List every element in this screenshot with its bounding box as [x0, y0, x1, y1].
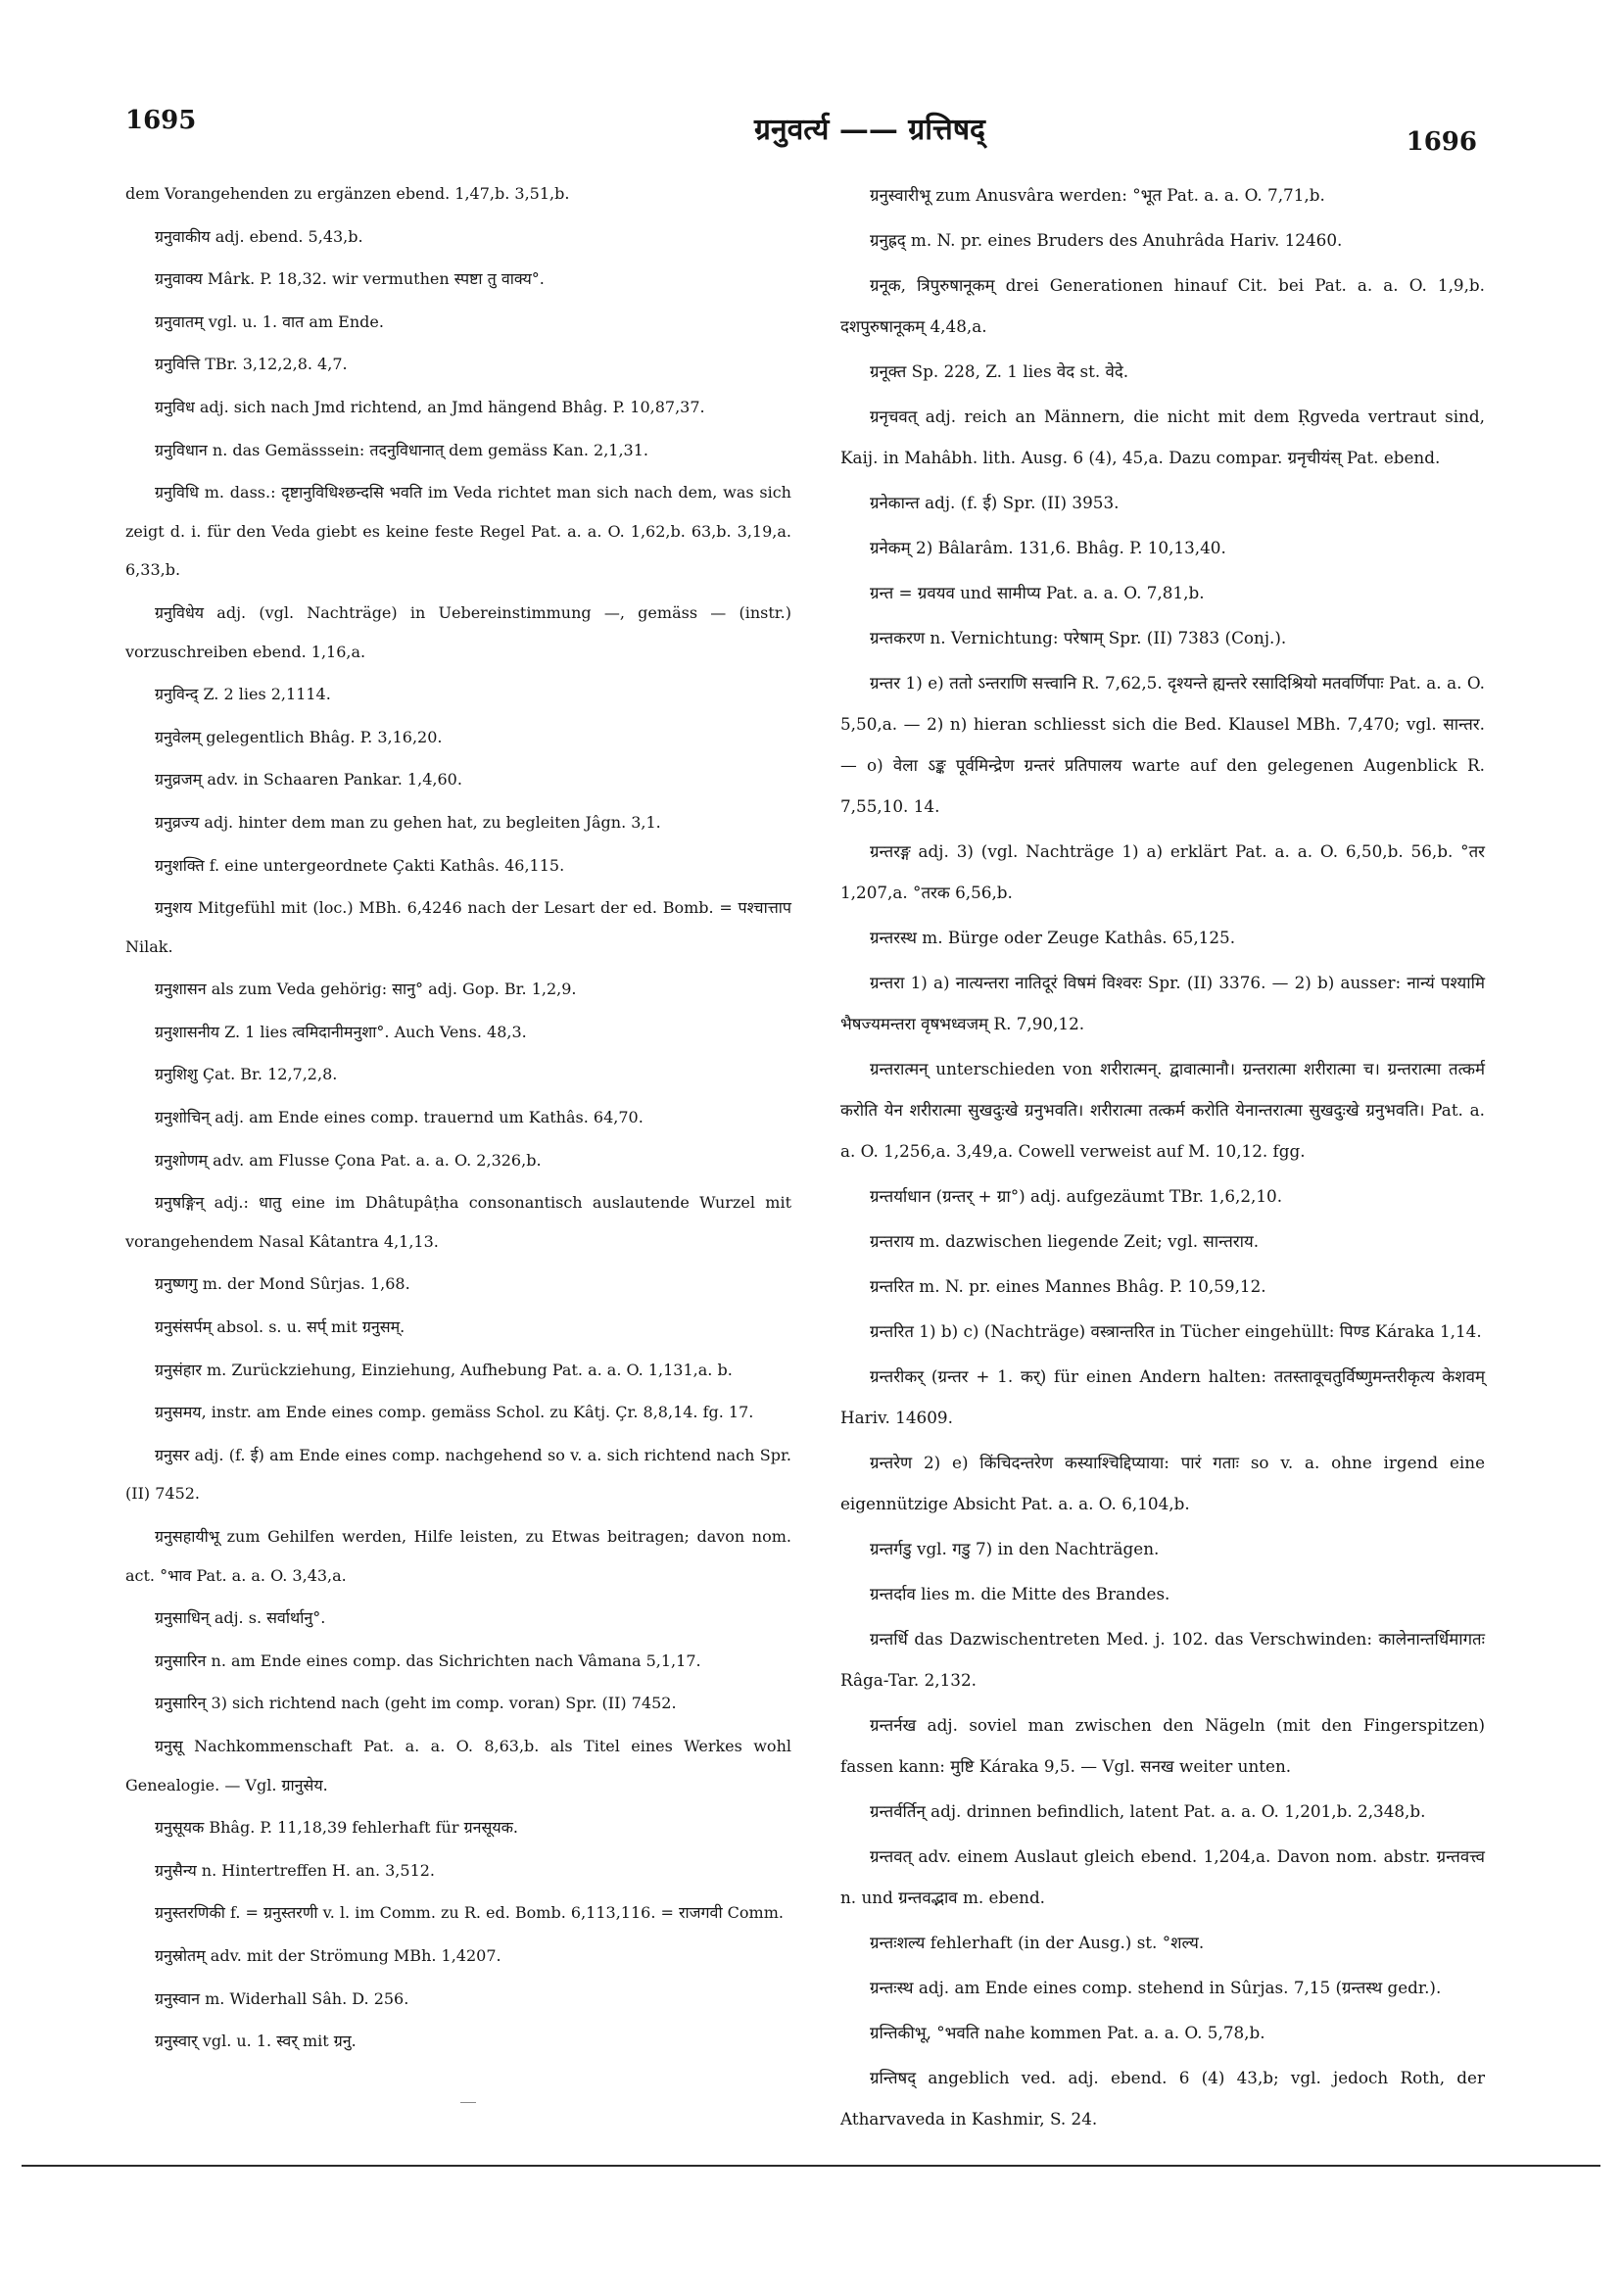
dictionary-entry: ग्रनृचवत् adj. reich an Männern, die nicht mit dem Ṛgveda vertraut sind, Kaij. in Mahâbh. lith. Ausg. 6 (4), 45,a. Dazu compar. ग्रनृचीयंस् Pat. ebend. [840, 407, 1485, 467]
dictionary-entry: ग्रनुवातम् vgl. u. 1. वात am Ende. [155, 311, 384, 331]
column-end-mark [460, 2102, 476, 2103]
dictionary-entry: ग्रन्तरस्थ m. Bürge oder Zeuge Kathâs. 65,125. [870, 928, 1236, 947]
dictionary-entry: ग्रनुशासनीय Z. 1 lies त्वमिदानीमनुशा°. Auch Vens. 48,3. [155, 1022, 527, 1041]
dictionary-entry: ग्रन्तरित 1) b) c) (Nachträge) वस्त्रान्तरित in Tücher eingehüllt: पिण्ड Káraka 1,14. [870, 1321, 1482, 1341]
dictionary-entry: ग्रनुस्तरणिकी f. = ग्रनुस्तरणी v. l. im Comm. zu R. ed. Bomb. 6,113,116. = राजगवी Comm. [155, 1903, 784, 1923]
dictionary-entry: ग्रनूक, त्रिपुरुषानूकम् drei Generationen hinauf Cit. bei Pat. a. a. O. 1,9,b. दशपुरुषानूकम् 4,48,a. [840, 275, 1485, 336]
dictionary-entry: ग्रन्तर 1) e) ततो ऽन्तराणि सत्त्वानि R. 7,62,5. दृश्यन्ते ह्यन्तरे रसादिश्रियो मतवर्णिपाः Pat. a. a. O. 5,50,a. — 2) n) hieran schliesst sich die Bed. Klausel MBh. 7,470; vgl. सान्तर. — o) वेला ऽङ्क पूर्वमिन्द्रेण ग्रन्तरं प्रतिपालय warte auf den gelegenen Augenblick R. 7,55,10. 14. [840, 673, 1485, 816]
dictionary-entry: ग्रन्तराय m. dazwischen liegende Zeit; vgl. सान्तराय. [870, 1231, 1260, 1251]
page-number-right: 1696 [1406, 127, 1477, 157]
dictionary-entry: ग्रनुसूयक Bhâg. P. 11,18,39 fehlerhaft für ग्रनसूयक. [155, 1818, 518, 1838]
dictionary-entry: ग्रनुशासन als zum Veda gehörig: सानु° adj. Gop. Br. 1,2,9. [155, 980, 577, 999]
dictionary-entry: ग्रनुवाकीय adj. ebend. 5,43,b. [155, 226, 363, 246]
dictionary-entry: ग्रन्तःस्थ adj. am Ende eines comp. stehend in Sûrjas. 7,15 (ग्रन्तस्थ gedr.). [870, 1978, 1442, 1997]
dictionary-entry: ग्रनूक्त Sp. 228, Z. 1 lies वेद st. वेदे. [870, 361, 1129, 381]
dictionary-entry: ग्रनुवित्ति TBr. 3,12,2,8. 4,7. [155, 355, 348, 374]
dictionary-entry: dem Vorangehenden zu ergänzen ebend. 1,47,b. 3,51,b. [125, 184, 570, 203]
right-column [840, 174, 1485, 2143]
running-title: ग्रनुवर्त्य —— ग्रत्तिषद् [754, 113, 985, 147]
dictionary-entry: ग्रनुसाधिन् adj. s. सर्वार्थानु°. [155, 1608, 326, 1628]
dictionary-entry: ग्रन्तरीकर् (ग्रन्तर + 1. कर्) für einen Andern halten: ततस्तावूचतुर्विष्णुमन्तरीकृत्य केशवम् Hariv. 14609. [840, 1366, 1485, 1427]
dictionary-entry: ग्रनुस्वारीभू zum Anusvâra werden: °भूत Pat. a. a. O. 7,71,b. [870, 185, 1325, 205]
dictionary-entry: ग्रनुह्रद् m. N. pr. eines Bruders des Anuhrâda Hariv. 12460. [870, 230, 1343, 250]
dictionary-entry: ग्रनुविधेय adj. (vgl. Nachträge) in Uebereinstimmung —, gemäss — (instr.) vorzuschreiben ebend. 1,16,a. [125, 602, 791, 661]
dictionary-entry: ग्रन्तरित m. N. pr. eines Mannes Bhâg. P. 10,59,12. [870, 1276, 1266, 1296]
dictionary-entry: ग्रनुविधि m. dass.: दृष्टानुविधिश्छन्दसि भवति im Veda richtet man sich nach dem, was sich zeigt d. i. für den Veda giebt es keine feste Regel Pat. a. a. O. 1,62,b. 63,b. 3,19,a. 6,33,b. [125, 483, 791, 580]
dictionary-entry: ग्रन्तर्गडु vgl. गडु 7) in den Nachträgen. [870, 1539, 1160, 1558]
page-number-left: 1695 [125, 106, 197, 135]
dictionary-entry: ग्रन्तरात्मन् unterschieden von शरीरात्मन्. द्वावात्मानौ। ग्रन्तरात्मा शरीरात्मा च। ग्रन्तरात्मा तत्कर्म करोति येन शरीरात्मा सुखदुःखे ग्रनुभवति। शरीरात्मा तत्कर्म करोति येनान्तरात्मा सुखदुःखे ग्रनुभवति। Pat. a. a. O. 1,256,a. 3,49,a. Cowell verweist auf M. 10,12. fgg. [840, 1059, 1485, 1161]
dictionary-entry: ग्रन्तर्याधान (ग्रन्तर् + ग्रा°) adj. aufgezäumt TBr. 1,6,2,10. [870, 1186, 1283, 1206]
dictionary-entry: ग्रनुविध adj. sich nach Jmd richtend, an Jmd hängend Bhâg. P. 10,87,37. [155, 397, 705, 416]
dictionary-entry: ग्रनुषङ्गिन् adj.: धातु eine im Dhâtupâṭha consonantisch auslautende Wurzel mit vorangehendem Nasal Kâtantra 4,1,13. [125, 1193, 791, 1251]
dictionary-entry: ग्रनुव्रज्य adj. hinter dem man zu gehen hat, zu begleiten Jâgn. 3,1. [155, 812, 661, 832]
dictionary-entry: ग्रनुस्वार् vgl. u. 1. स्वर् mit ग्रनु. [155, 2032, 357, 2051]
dictionary-entry: ग्रनुसंहार m. Zurückziehung, Einziehung, Aufhebung Pat. a. a. O. 1,131,a. b. [155, 1360, 733, 1379]
dictionary-entry: ग्रन्तरङ्ग adj. 3) (vgl. Nachträge 1) a) erklärt Pat. a. a. O. 6,50,b. 56,b. °तर 1,207,a. °तरक 6,56,b. [840, 841, 1485, 902]
dictionary-entry: ग्रनुशोणम् adv. am Flusse Çona Pat. a. a. O. 2,326,b. [155, 1150, 542, 1170]
dictionary-entry: ग्रनुशिशु Çat. Br. 12,7,2,8. [155, 1065, 338, 1084]
page-header [125, 106, 1477, 155]
dictionary-entry: ग्रनुसारिन् 3) sich richtend nach (geht im comp. voran) Spr. (II) 7452. [155, 1694, 677, 1713]
footer-rule [22, 2165, 1600, 2167]
dictionary-entry: ग्रन्तर्दाव lies m. die Mitte des Brandes. [870, 1584, 1170, 1603]
dictionary-entry: ग्रनुशोचिन् adj. am Ende eines comp. trauernd um Kathâs. 64,70. [155, 1108, 644, 1127]
dictionary-entry: ग्रनुशय Mitgefühl mit (loc.) MBh. 6,4246 nach der Lesart der ed. Bomb. = पश्चात्ताप Nilak. [125, 898, 791, 956]
left-column [125, 174, 791, 2065]
dictionary-entry: ग्रनुष्णगु m. der Mond Sûrjas. 1,68. [155, 1274, 410, 1294]
dictionary-entry: ग्रनुसू Nachkommenschaft Pat. a. a. O. 8,63,b. als Titel eines Werkes wohl Genealogie. — Vgl. ग्रानुसेय. [125, 1736, 791, 1794]
dictionary-entry: ग्रनुसमय, instr. am Ende eines comp. gemäss Schol. zu Kâtj. Çr. 8,8,14. fg. 17. [155, 1403, 754, 1422]
dictionary-entry: ग्रनेकान्त adj. (f. ई) Spr. (II) 3953. [870, 493, 1120, 512]
dictionary-entry: ग्रनुस्रोतम् adv. mit der Strömung MBh. 1,4207. [155, 1945, 501, 1965]
dictionary-entry: ग्रनुशक्ति f. eine untergeordnete Çakti Kathâs. 46,115. [155, 855, 565, 875]
dictionary-entry: ग्रन्तिकीभू, °भवति nahe kommen Pat. a. a. O. 5,78,b. [870, 2023, 1265, 2042]
dictionary-entry: ग्रन्तरेण 2) e) किंचिदन्तरेण कस्याश्चिद्दिप्याया: पारं गताः so v. a. ohne irgend eine eigennützige Absicht Pat. a. a. O. 6,104,b. [840, 1453, 1485, 1513]
dictionary-entry: ग्रन्तर्नख adj. soviel man zwischen den Nägeln (mit den Fingerspitzen) fassen kann: मुष्टि Káraka 9,5. — Vgl. सनख weiter unten. [840, 1715, 1485, 1776]
dictionary-entry: ग्रनेकम् 2) Bâlarâm. 131,6. Bhâg. P. 10,13,40. [870, 538, 1226, 557]
dictionary-entry: ग्रनुसंसर्पम् absol. s. u. सर्प् mit ग्रनुसम्. [155, 1317, 406, 1337]
dictionary-entry: ग्रन्त = ग्रवयव und सामीप्य Pat. a. a. O. 7,81,b. [870, 583, 1205, 602]
dictionary-entry: ग्रनुस्वान m. Widerhall Sâh. D. 256. [155, 1988, 409, 2008]
dictionary-entry: ग्रन्तःशल्य fehlerhaft (in der Ausg.) st. °शल्य. [870, 1933, 1205, 1952]
dictionary-entry: ग्रनुसहायीभू zum Gehilfen werden, Hilfe leisten, zu Etwas beitragen; davon nom. act. °भाव Pat. a. a. O. 3,43,a. [125, 1527, 791, 1585]
dictionary-entry: ग्रन्तरा 1) a) नात्यन्तरा नातिदूरं विषमं विश्वरः Spr. (II) 3376. — 2) b) ausser: नान्यं पश्यामि भैषज्यमन्तरा वृषभध्वजम् R. 7,90,12. [840, 973, 1485, 1033]
dictionary-entry: ग्रनुवाक्य Mârk. P. 18,32. wir vermuthen स्पष्टा तु वाक्य°. [155, 269, 545, 289]
dictionary-entry: ग्रन्तिषद् angeblich ved. adj. ebend. 6 (4) 43,b; vgl. jedoch Roth, der Atharvaveda in Kashmir, S. 24. [840, 2068, 1485, 2129]
dictionary-entry: ग्रन्तकरण n. Vernichtung: परेषाम् Spr. (II) 7383 (Conj.). [870, 628, 1287, 647]
dictionary-entry: ग्रनुसर adj. (f. ई) am Ende eines comp. nachgehend so v. a. sich richtend nach Spr. (II) 7452. [125, 1445, 791, 1504]
dictionary-entry: ग्रनुसैन्य n. Hintertreffen H. an. 3,512. [155, 1860, 436, 1880]
dictionary-entry: ग्रन्तर्धि das Dazwischentreten Med. j. 102. das Verschwinden: कालेनान्तर्धिमागतः Râga-Tar. 2,132. [840, 1629, 1485, 1690]
dictionary-entry: ग्रन्तर्वर्तिन् adj. drinnen befindlich, latent Pat. a. a. O. 1,201,b. 2,348,b. [870, 1801, 1426, 1821]
dictionary-entry: ग्रनुविधान n. das Gemässsein: तदनुविधानात् dem gemäss Kan. 2,1,31. [155, 440, 649, 459]
dictionary-entry: ग्रनुवेलम् gelegentlich Bhâg. P. 3,16,20. [155, 727, 443, 746]
dictionary-entry: ग्रन्तवत् adv. einem Auslaut gleich ebend. 1,204,a. Davon nom. abstr. ग्रन्तवत्त्व n. und ग्रन्तवद्भाव m. ebend. [840, 1846, 1485, 1907]
dictionary-entry: ग्रनुव्रजम् adv. in Schaaren Pankar. 1,4,60. [155, 770, 462, 789]
dictionary-entry: ग्रनुविन्द् Z. 2 lies 2,1114. [155, 685, 331, 704]
dictionary-entry: ग्रनुसारिन n. am Ende eines comp. das Sichrichten nach Vâmana 5,1,17. [155, 1650, 701, 1670]
